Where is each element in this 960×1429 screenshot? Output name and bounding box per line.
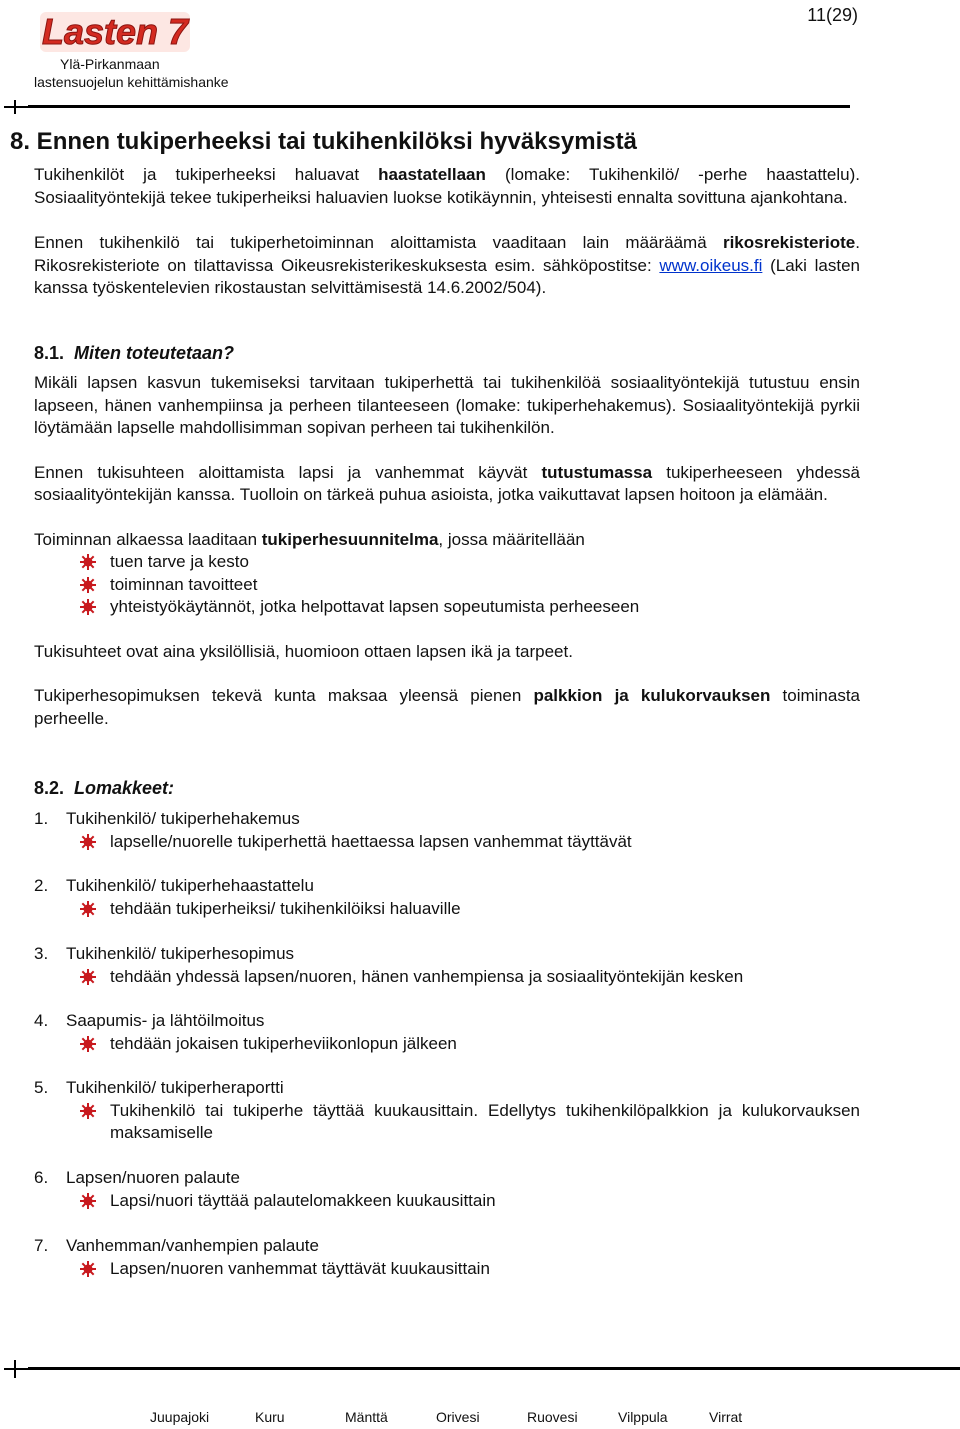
bullet-icon [80,554,96,570]
footer-municipality: Orivesi [436,1409,480,1425]
bullet-icon [80,969,96,985]
list-item: 4. Saapumis- ja lähtöilmoitus tehdään jokaisen tukiperheviikonlopun jälkeen [34,1010,860,1055]
bullet-icon [80,599,96,615]
logo [40,4,190,60]
footer-municipality: Kuru [255,1409,285,1425]
list-item: Lapsi/nuori täyttää palautelomakkeen kuukausittain [34,1190,860,1213]
corner-mark [4,106,28,108]
footer-municipality: Vilppula [618,1409,668,1425]
footer-rule [28,1367,960,1370]
list-item: lapselle/nuorelle tukiperhettä haettaessa lapsen vanhemmat täyttävät [34,831,860,854]
list-item: 5. Tukihenkilö/ tukiperheraportti Tukihenkilö tai tukiperhe täyttää kuukausittain. Edellytys tukihenkilöpalkkion ja kulukorvauksen maksamiselle [34,1077,860,1145]
bullet-icon [80,1193,96,1209]
corner-mark [4,1368,30,1370]
section-8-content [34,164,860,300]
list-item: 2. Tukihenkilö/ tukiperhehaastattelu tehdään tukiperheiksi/ tukihenkilöiksi haluaville [34,875,860,920]
logo-text: Lasten 7 [41,11,189,52]
header-rule [28,105,850,108]
bullet-icon [80,577,96,593]
footer-municipality: Juupajoki [150,1409,210,1425]
list-item: Lapsen/nuoren vanhemmat täyttävät kuukausittain [34,1258,860,1281]
list-item: tehdään jokaisen tukiperheviikonlopun jälkeen [34,1033,860,1056]
section-8-title: 8. Ennen tukiperheeksi tai tukihenkilöksi hyväksymistä [10,128,637,155]
list-item: Tukihenkilö tai tukiperhe täyttää kuukausittain. Edellytys tukihenkilöpalkkion ja kulukorvauksen maksamiselle [34,1100,860,1145]
list-item: tuen tarve ja kesto [34,551,860,574]
page-number: 11(29) [807,5,858,25]
section-8-2-heading: 8.2. Lomakkeet: [34,778,175,798]
footer-municipality: Mänttä [345,1409,388,1425]
list-item: tehdään tukiperheiksi/ tukihenkilöiksi haluaville [34,898,860,921]
paragraph-criminal-record: Ennen tukihenkilö tai tukiperhetoiminnan aloittamista vaaditaan lain määräämä rikosrekisteriote. Rikosrekisteriote on tilattavissa Oikeusrekisterikeskuksesta esim. sähköpostitse: www.oikeus.fi (Laki lasten kanssa työskentelevien rikostaustan selvittämisestä 14.6.2002/504). [34,233,860,297]
list-item: tehdään yhdessä lapsen/nuoren, hänen vanhempiensa ja sosiaalityöntekijän kesken [34,966,860,989]
bullet-icon [80,1103,96,1119]
section-8-1-heading: 8.1. Miten toteutetaan? [34,343,234,363]
oikeus-link[interactable]: www.oikeus.fi [659,255,763,275]
list-item: 1. Tukihenkilö/ tukiperhehakemus lapselle/nuorelle tukiperhettä haettaessa lapsen vanhemmat täyttävät [34,808,860,853]
bullet-icon [80,901,96,917]
list-item: toiminnan tavoitteet [34,574,860,597]
org-name-line1: Ylä-Pirkanmaan [60,56,160,72]
org-name-line2: lastensuojelun kehittämishanke [34,74,229,90]
paragraph-introduction: Ennen tukisuhteen aloittamista lapsi ja vanhemmat käyvät tutustumassa tukiperheeseen yhdessä sosiaalityöntekijän kanssa. Tuolloin on tärkeä puhua asioista, jotka vaikuttavat lapsen hoitoon ja elämään. [34,462,860,504]
bullet-icon [80,1261,96,1277]
paragraph-interview: Tukihenkilöt ja tukiperheeksi haluavat haastatellaan (lomake: Tukihenkilö/ -perhe haastattelu). Sosiaalityöntekijä tekee tukiperheiksi haluavien luokse kotikäynnin, yhteisesti ennalta sovittuna ajankohtana. [34,165,860,207]
list-item: 7. Vanhemman/vanhempien palaute Lapsen/nuoren vanhemmat täyttävät kuukausittain [34,1235,860,1280]
paragraph-compensation: Tukiperhesopimuksen tekevä kunta maksaa yleensä pienen palkkion ja kulukorvauksen toiminasta perheelle. [34,686,861,728]
paragraph-plan: Toiminnan alkaessa laaditaan tukiperhesuunnitelma, jossa määritellään [34,529,585,549]
list-item: 6. Lapsen/nuoren palaute Lapsi/nuori täyttää palautelomakkeen kuukausittain [34,1167,860,1212]
bullet-icon [80,834,96,850]
paragraph-how: Mikäli lapsen kasvun tukemiseksi tarvitaan tukiperhettä tai tukihenkilöä sosiaalityöntekijä tutustuu ensin lapseen, hänen vanhempiinsa ja perheen tilanteeseen (lomake: tukiperhehakemus). Sosiaalityöntekijä pyrkii löytämään lapselle mahdollisimman sopivan perheen tai tukihenkilön. [34,373,860,437]
bullet-icon [80,1036,96,1052]
footer-municipality: Virrat [709,1409,743,1425]
list-item: yhteistyökäytännöt, jotka helpottavat lapsen sopeutumista perheeseen [34,596,860,619]
paragraph-individual: Tukisuhteet ovat aina yksilöllisiä, huomioon ottaen lapsen ikä ja tarpeet. [34,641,573,661]
section-8-1-content [34,372,860,730]
list-item: 3. Tukihenkilö/ tukiperhesopimus tehdään yhdessä lapsen/nuoren, hänen vanhempiensa ja sosiaalityöntekijän kesken [34,943,860,988]
plan-bullet-list [34,551,860,619]
footer-municipality: Ruovesi [527,1409,578,1425]
